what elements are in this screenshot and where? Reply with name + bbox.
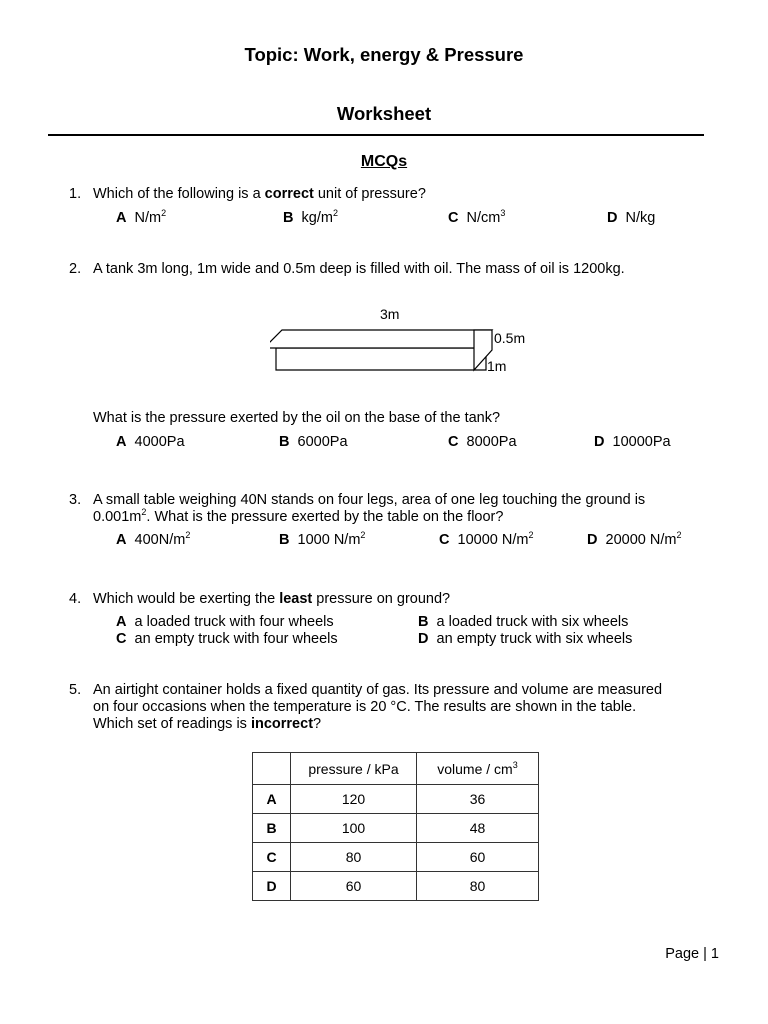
tank-side-face	[270, 320, 500, 380]
option-letter: D	[594, 434, 605, 450]
table-corner-cell	[253, 753, 291, 785]
option-letter: C	[448, 434, 459, 450]
question-4-text	[93, 591, 705, 608]
question-number: 2.	[69, 261, 82, 277]
option-letter: A	[116, 614, 127, 630]
option-letter: C	[448, 210, 459, 226]
question-text-part: 0.001m	[93, 509, 142, 525]
q3-option-a[interactable]	[116, 532, 190, 548]
q4-option-c[interactable]	[116, 631, 338, 647]
option-text: an empty truck with six wheels	[436, 631, 633, 647]
question-text-part: pressure on ground?	[312, 591, 451, 607]
option-letter: B	[279, 434, 290, 450]
option-letter: A	[116, 434, 127, 450]
q4-option-d[interactable]	[418, 631, 632, 647]
header-text: volume / cm	[437, 760, 513, 777]
question-text-part: Which set of readings is	[93, 716, 251, 732]
q1-option-d[interactable]	[607, 210, 655, 226]
section-heading: MCQs	[360, 153, 408, 170]
option-text: 4000Pa	[134, 434, 185, 450]
question-emphasis: correct	[264, 186, 314, 202]
volume-cell: 48	[417, 814, 539, 843]
q3-option-c[interactable]	[439, 532, 534, 548]
pressure-cell: 60	[291, 872, 417, 901]
option-letter: A	[116, 532, 127, 548]
option-text: 1000 N/m	[297, 532, 361, 548]
option-superscript: 2	[360, 530, 366, 540]
q1-option-b[interactable]	[283, 210, 338, 226]
topic-title: Topic: Work, energy & Pressure	[244, 44, 524, 65]
question-number: 3.	[69, 492, 82, 508]
option-letter: B	[418, 614, 429, 630]
question-emphasis: least	[279, 591, 313, 607]
worksheet-title: Worksheet	[336, 103, 432, 124]
option-text: a loaded truck with four wheels	[134, 614, 334, 630]
row-label: C	[253, 843, 291, 872]
volume-cell: 36	[417, 785, 539, 814]
q2-option-b[interactable]	[279, 434, 348, 450]
question-5-line-3	[93, 716, 705, 733]
tank-width-label: 1m	[487, 358, 507, 374]
option-text: 8000Pa	[466, 434, 517, 450]
option-text: 400N/m	[134, 532, 186, 548]
question-5-line-1: An airtight container holds a fixed quantity of gas. Its pressure and volume are measured	[93, 682, 663, 698]
option-text: 10000Pa	[612, 434, 671, 450]
pressure-cell: 100	[291, 814, 417, 843]
tank-depth-label: 0.5m	[494, 330, 526, 346]
question-text-part: Which of the following is a	[93, 186, 265, 202]
option-letter: C	[116, 631, 127, 647]
header-divider	[48, 134, 704, 136]
table-header-pressure: pressure / kPa	[291, 753, 417, 785]
option-text: an empty truck with four wheels	[134, 631, 338, 647]
option-superscript: 2	[332, 208, 338, 218]
q2-option-d[interactable]	[594, 434, 671, 450]
question-text-part: unit of pressure?	[313, 186, 426, 202]
table-row[interactable]	[253, 872, 539, 901]
question-number: 5.	[69, 682, 82, 698]
row-label: A	[253, 785, 291, 814]
question-1-text	[93, 186, 705, 203]
table-header-volume	[417, 753, 539, 785]
option-text: a loaded truck with six wheels	[436, 614, 629, 630]
option-letter: D	[607, 210, 618, 226]
option-text: 20000 N/m	[605, 532, 677, 548]
tank-length-label: 3m	[380, 306, 400, 322]
question-text-part: ?	[313, 716, 322, 732]
page-number: Page | 1	[665, 946, 719, 962]
option-superscript: 3	[500, 208, 506, 218]
question-3-line-1: A small table weighing 40N stands on four legs, area of one leg touching the ground is	[93, 492, 646, 508]
question-emphasis: incorrect	[250, 716, 314, 732]
volume-cell: 60	[417, 843, 539, 872]
q2-option-a[interactable]	[116, 434, 185, 450]
q4-option-a[interactable]	[116, 614, 334, 630]
question-text-part: Which would be exerting the	[93, 591, 280, 607]
superscript: 3	[512, 759, 518, 770]
pressure-cell: 120	[291, 785, 417, 814]
q4-option-b[interactable]	[418, 614, 628, 630]
q1-option-a[interactable]	[116, 210, 166, 226]
q3-option-d[interactable]	[587, 532, 682, 548]
q2-option-c[interactable]	[448, 434, 517, 450]
question-2-prompt: What is the pressure exerted by the oil on the base of the tank?	[93, 410, 501, 426]
superscript: 2	[141, 507, 147, 517]
row-label: B	[253, 814, 291, 843]
option-text: N/kg	[625, 210, 656, 226]
option-text: 10000 N/m	[457, 532, 529, 548]
question-5-line-2: on four occasions when the temperature is 20 °C. The results are shown in the table.	[93, 699, 637, 715]
table-row[interactable]	[253, 843, 539, 872]
question-2-text: A tank 3m long, 1m wide and 0.5m deep is filled with oil. The mass of oil is 1200kg.	[93, 261, 625, 277]
option-text: N/cm	[466, 210, 501, 226]
option-letter: B	[283, 210, 294, 226]
option-letter: D	[418, 631, 429, 647]
table-header-row	[253, 753, 539, 785]
option-letter: B	[279, 532, 290, 548]
pressure-volume-table	[252, 752, 539, 901]
q1-option-c[interactable]	[448, 210, 505, 226]
volume-cell: 80	[417, 872, 539, 901]
option-superscript: 2	[185, 530, 191, 540]
question-number: 4.	[69, 591, 82, 607]
option-text: N/m	[134, 210, 162, 226]
pressure-cell: 80	[291, 843, 417, 872]
row-label: D	[253, 872, 291, 901]
question-3-line-2	[93, 509, 705, 526]
option-superscript: 2	[676, 530, 682, 540]
table-row[interactable]	[253, 814, 539, 843]
option-superscript: 2	[161, 208, 167, 218]
question-text-part: . What is the pressure exerted by the table on the floor?	[146, 509, 504, 525]
option-text: 6000Pa	[297, 434, 348, 450]
table-row[interactable]	[253, 785, 539, 814]
option-letter: D	[587, 532, 598, 548]
option-letter: A	[116, 210, 127, 226]
option-superscript: 2	[528, 530, 534, 540]
option-letter: C	[439, 532, 450, 548]
q3-option-b[interactable]	[279, 532, 365, 548]
question-number: 1.	[69, 186, 82, 202]
option-text: kg/m	[301, 210, 333, 226]
